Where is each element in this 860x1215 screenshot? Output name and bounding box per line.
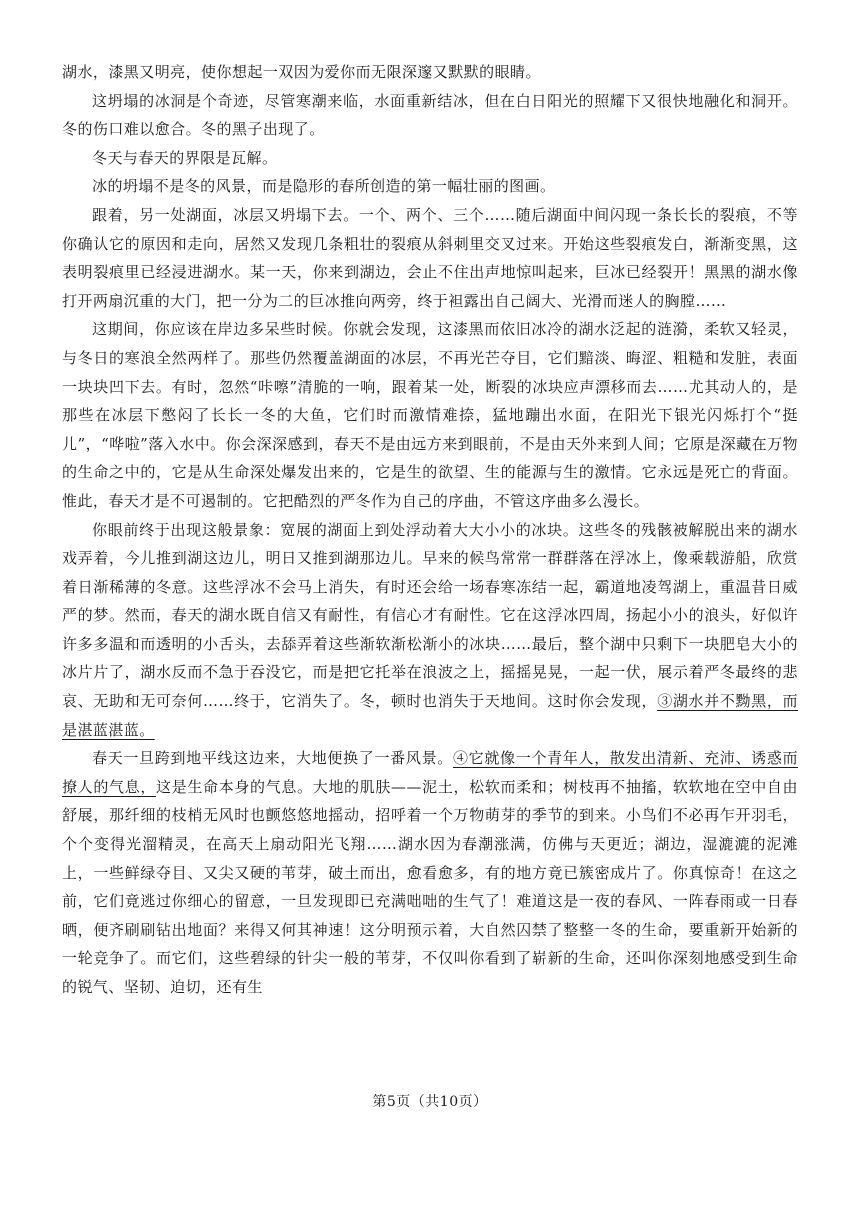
body-paragraph (62, 172, 798, 201)
paragraph-text: 湖水，漆黑又明亮，使你想起一双因为爱你而无限深邃又默默的眼睛。 (62, 63, 541, 81)
underlined-sentence: ③湖水并不黝黑，而是湛蓝湛蓝。 (62, 692, 798, 739)
paragraph-text: 跟着，另一处湖面，冰层又坍塌下去。一个、两个、三个……随后湖面中间闪现一条长长的裂痕，不等你确认它的原因和走向，居然又发现几条粗壮的裂痕从斜刺里交叉过来。开始这些裂痕发白，渐渐变黑，这表明裂痕里已经浸进湖水。某一天，你来到湖边，会止不住出声地惊叫起来，巨冰已经裂开！黑黑的湖水像打开两扇沉重的大门，把一分为二的巨冰推向两旁，终于袒露出自己阔大、光滑而迷人的胸膛…… (62, 205, 798, 310)
body-paragraph (62, 58, 798, 87)
paragraph-text: 冰的坍塌不是冬的风景，而是隐形的春所创造的第一幅壮丽的图画。 (92, 177, 556, 196)
underlined-sentence: ④它就像一个青年人，散发出清新、充沛、诱惑而撩人的气息， (62, 749, 798, 796)
paragraph-text: 这是生命本身的气息。大地的肌肤——泥土，松软而柔和；树枝再不抽搐，软软地在空中自由舒展，那纤细的枝梢无风时也颤悠悠地摇动，招呼着一个万物萌芽的季节的到来。小鸟们不必再乍开羽毛，个个变得光溜精灵，在高天上扇动阳光飞翔……湖水因为春潮涨满，仿佛与天更近；湖边，湿漉漉的泥滩上，一些鲜绿夺目、又尖又硬的苇芽，破土而出，愈看愈多，有的地方竟已簇密成片了。你真惊奇！在这之前，它们竟逃过你细心的留意，一旦发现即已充满咄咄的生气了！难道这是一夜的春风、一阵春雨或一日春晒，便齐刷刷钻出地面？来得又何其神速！这分明预示着，大自然囚禁了整整一冬的生命，要重新开始新的一轮竞争了。而它们，这些碧绿的针尖一般的苇芽，不仅叫你看到了崭新的生命，还叫你深刻地感受到生命的锐气、坚韧、迫切，还有生 (62, 777, 798, 996)
body-paragraph (62, 201, 798, 315)
paragraph-text: 你眼前终于出现这般景象：宽展的湖面上到处浮动着大大小小的冰块。这些冬的残骸被解脱出来的湖水戏弄着，今儿推到湖这边儿，明日又推到湖那边儿。早来的候鸟常常一群群落在浮冰上，像乘载游船，欣赏着日渐稀薄的冬意。这些浮冰不会马上消失，有时还会给一场春寒冻结一起，霸道地凌驾湖上，重温昔日威严的梦。然而，春天的湖水既自信又有耐性，有信心才有耐性。它在这浮冰四周，扬起小小的浪头，好似许许多多温和而透明的小舌头，去舔弄着这些渐软渐松渐小的冰块……最后，整个湖中只剩下一块肥皂大小的冰片片了，湖水反而不急于吞没它，而是把它托举在浪波之上，摇摇晃晃，一起一伏，展示着严冬最终的悲哀、无助和无可奈何……终于，它消失了。冬，顿时也消失于天地间。这时你会发现， (62, 520, 798, 711)
document-page (62, 58, 798, 1002)
page-footer (0, 1091, 860, 1111)
paragraph-text: 冬天与春天的界限是瓦解。 (92, 148, 278, 167)
body-paragraph (62, 744, 798, 1001)
body-paragraph (62, 516, 798, 745)
page-number-label: 第5页（共10页） (372, 1094, 488, 1110)
paragraph-text: 这期间，你应该在岸边多呆些时候。你就会发现，这漆黑而依旧冰冷的湖水泛起的涟漪，柔软又轻灵，与冬日的寒浪全然两样了。那些仍然覆盖湖面的冰层，不再光芒夺目，它们黯淡、晦涩、粗糙和发脏，表面一块块凹下去。有时，忽然“咔嚓”清脆的一响，跟着某一处，断裂的冰块应声漂移而去……尤其动人的，是那些在冰层下憋闷了长长一冬的大鱼，它们时而激情难捺，猛地蹦出水面，在阳光下银光闪烁打个“挺儿”，“哗啦”落入水中。你会深深感到，春天不是由远方来到眼前，不是由天外来到人间；它原是深藏在万物的生命之中的，它是从生命深处爆发出来的，它是生的欲望、生的能源与生的激情。它永远是死亡的背面。惟此，春天才是不可遏制的。它把酷烈的严冬作为自己的序曲，不管这序曲多么漫长。 (62, 320, 798, 510)
paragraph-text: 春天一旦跨到地平线这边来，大地便换了一番风景。 (92, 749, 453, 768)
body-paragraph (62, 315, 798, 515)
body-paragraph (62, 87, 798, 144)
body-paragraph (62, 144, 798, 173)
paragraph-text: 这坍塌的冰洞是个奇迹，尽管寒潮来临，水面重新结冰，但在白日阳光的照耀下又很快地融化和洞开。冬的伤口难以愈合。冬的黑子出现了。 (62, 91, 798, 139)
